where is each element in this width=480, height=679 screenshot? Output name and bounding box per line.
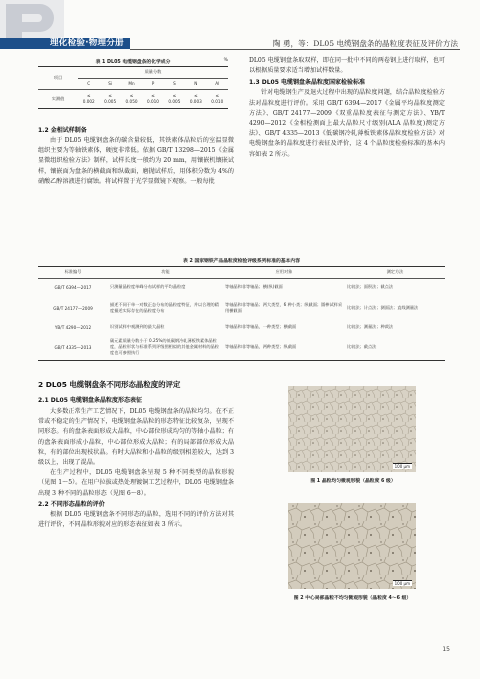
grain-texture-icon xyxy=(288,386,416,472)
table2-cell: 碳元素质量分数小于 0.25%的低碳钢冷轧薄板铁素体晶粒度，晶粒形状与标准系列评级图相似的其他金属材料的晶粒度也可参照执行 xyxy=(110,338,219,355)
table2-cell: 识别试样中观测到的最大晶粒 xyxy=(110,324,165,329)
running-title: 陶 勇，等：DL05 电缆钢盘条的晶粒度表征及评价方法 xyxy=(272,39,458,48)
table1-element: C xyxy=(87,81,91,86)
section-2-2-paragraph: 根据 DL05 电缆钢盘条不同形态的晶粒，选用不同的评价方法对其进行评价，不同晶粒形貌对应的形态表征如表 3 所示。 xyxy=(38,510,234,529)
section-2 xyxy=(38,378,234,530)
table2-cell: 描述不同于单一对数正态分布的晶粒度特征，并以合理的精度描述实际存在的晶粒度分布 xyxy=(110,302,219,313)
table2 xyxy=(38,267,445,360)
table1-value: 0.050 xyxy=(125,98,138,104)
figure-2-micrograph xyxy=(288,503,416,589)
table1-element: Si xyxy=(108,81,113,86)
section-2-2-heading: 2.2 不同形态晶粒的评价 xyxy=(38,500,105,508)
table1-caption: 表 1 DL05 电缆钢盘条的化学成分 xyxy=(95,60,171,65)
table1-element: Mn xyxy=(128,81,135,86)
table1-bottom-rule xyxy=(38,108,228,109)
table1-element: N xyxy=(194,81,198,86)
table2-cell: 等轴晶和非等轴晶；横(纵)截面 xyxy=(225,284,283,290)
section-1-2-paragraph: 由于 DL05 电缆钢盘条的碳含量较低，其铁素体晶粒后的室温显微组织主要为等轴铁素体，硬度非常低。依据 GB/T 13298—2015《金属显微组织检验方法》制样，试样长度一般约为 20 mm，用镶嵌机镶嵌试样，镶嵌面为盘条的横截面和纵截面，磨抛试样后，用体积分数为 4%的硝酸乙醇溶液进行腐蚀。将试样置于光学显微镜下观察。一般每批 xyxy=(38,137,234,185)
section-2-1-paragraph-a: 大多数正常生产工艺情况下，DL05 电缆钢盘条的晶粒均匀。在不正常或不稳定的生产情况下，电缆钢盘条晶粒的形态特征比较复杂，呈现不同形态。有的盘条表面形成大晶粒，中心部位形成均匀的等轴小晶粒；有的盘条表面形成小晶粒，中心部位形成大晶粒；有的局部部位形成大晶粒，有的部位出现枝状晶。有时大晶粒和小晶粒的级别相差较大，达到 3 级以上，出现了混晶。 xyxy=(38,408,234,467)
table1-symbol: ≤ xyxy=(86,92,91,98)
table2-cell: 比较法；测量法；种裁法 xyxy=(347,324,394,329)
table2-cell: GB/T 6394—2017 xyxy=(54,284,92,290)
right-column xyxy=(249,56,445,160)
table-row xyxy=(38,278,445,296)
table1-value: 0.002 xyxy=(82,98,95,104)
table2-cell: GB/T 4335—2013 xyxy=(54,344,92,350)
section-1-3-heading: 1.3 DL05 电缆钢盘条晶粒度国家检验标准 xyxy=(249,79,365,87)
figure-1-micrograph xyxy=(288,386,416,472)
table1-element: P xyxy=(151,81,155,86)
table2-caption: 表 2 国家钢铁产品晶粒度检验评级系列标准的基本内容 xyxy=(182,259,300,264)
table1 xyxy=(38,67,228,108)
table2-cell: 比较法；面积法；截点法 xyxy=(347,284,394,290)
table1-row-label: 实测值 xyxy=(51,95,65,101)
table2-bottom-rule xyxy=(38,360,445,361)
table1-symbol: ≤ xyxy=(215,92,220,98)
table1-symbol: ≤ xyxy=(172,92,177,98)
table2-cell: 比较法；截点法 xyxy=(347,344,377,349)
table2-header: 应用对象 xyxy=(275,269,293,275)
table1-value: 0.005 xyxy=(104,98,117,104)
section-2-1-heading: 2.1 DL05 电缆钢盘条晶粒度形态表征 xyxy=(38,397,142,404)
table1-element: S xyxy=(173,81,176,86)
table1-element: Al xyxy=(215,81,220,86)
table2-cell: GB/T 24177—2009 xyxy=(53,305,93,311)
table2-header: 标准编号 xyxy=(64,269,82,275)
table1-symbol: ≤ xyxy=(194,92,198,98)
page-number: 15 xyxy=(442,646,450,653)
section-1-2-continued: DL05 电缆钢盘条取双样，即在同一批中不同的两卷钢上进行取样，也可以根据质量要求适当增加试样数量。 xyxy=(249,57,445,75)
table1-value-row xyxy=(38,89,228,108)
grain-texture-icon xyxy=(288,503,416,589)
table1-unit: % xyxy=(223,58,228,63)
table1-symbol: ≤ xyxy=(108,92,112,98)
table2-block xyxy=(38,257,445,361)
table2-header: 测定方法 xyxy=(386,269,404,275)
table2-cell: 只测量晶粒度单峰分布试样的平均晶粒度 xyxy=(110,284,186,290)
figure-1-scale-bar: 100 μm xyxy=(394,464,410,469)
table-row xyxy=(38,296,445,320)
table2-cell: 比较法；计点法；测面法；直线测量法 xyxy=(347,305,419,310)
table1-block xyxy=(38,58,228,109)
table2-header: 功能 xyxy=(161,269,170,275)
table-row xyxy=(38,320,445,334)
table1-value: 0.010 xyxy=(146,98,159,104)
table2-cell: 等轴晶和非等轴晶，一种类型；横截面 xyxy=(225,324,297,329)
table1-item-header: 项目 xyxy=(53,74,63,80)
table1-group-header: 质量分数 xyxy=(78,67,228,78)
table1-symbol: ≤ xyxy=(129,92,134,98)
table2-cell: 等轴晶和非等轴晶，两种类型；纵截面 xyxy=(225,344,297,349)
figure-2-scale-bar: 100 μm xyxy=(394,581,410,586)
section-1-2 xyxy=(38,126,234,187)
section-1-2-heading: 1.2 金相试样制备 xyxy=(38,127,87,134)
figure-2-caption: 图 2 中心局部晶粒不均匀微观形貌（晶粒度 4～6 级） xyxy=(293,596,412,601)
table2-cell: YB/T 4290—2012 xyxy=(54,324,92,330)
section-2-1-paragraph-b: 在生产过程中，DL05 电缆钢盘条呈现 5 种不同类型的晶粒形貌（见图 1～5）。在用户拉拔或热处理镀铜工艺过程中，DL05 电缆钢盘条出现 3 种不同的晶粒形态（见图 6～8）。 xyxy=(38,469,234,497)
table1-value: 0.003 xyxy=(189,98,202,104)
table2-header-row xyxy=(38,267,445,278)
section-1-3-paragraph: 针对电缆钢生产及退火过程中出现的晶粒度问题，结合晶粒度检验方法对晶粒度进行评价。采用 GB/T 6394—2017《金属平均晶粒度测定方法》、GB/T 24177—2009《双重晶粒度表征与测定方法》、YB/T 4290—2012《金相检测面上最大晶粒尺寸级别(ALA 晶粒度)测定方法》、GB/T 4335—2013《低碳钢冷轧薄板铁素体晶粒度检验方法》对电缆钢盘条的晶粒度进行表征及评价，这 4 个晶粒度检验标准的基本内容如表 2 所示。 xyxy=(249,89,445,158)
figure-1-caption: 图 1 晶粒均匀微观形貌（晶粒度 6 级） xyxy=(310,479,396,484)
section-2-heading: 2 DL05 电缆钢盘条不同形态晶粒度的评定 xyxy=(38,380,181,389)
table1-value: 0.010 xyxy=(211,98,224,104)
table2-cell: 等轴晶和非等轴晶；两大类型，6 种小类；纵截面；圆棒试样采用横截面 xyxy=(225,302,343,313)
header-divider xyxy=(130,49,460,50)
table-row xyxy=(38,334,445,360)
table1-symbol: ≤ xyxy=(151,92,155,98)
table1-value: 0.005 xyxy=(168,98,181,104)
journal-name: 理化检验·物理分册 xyxy=(50,38,124,48)
